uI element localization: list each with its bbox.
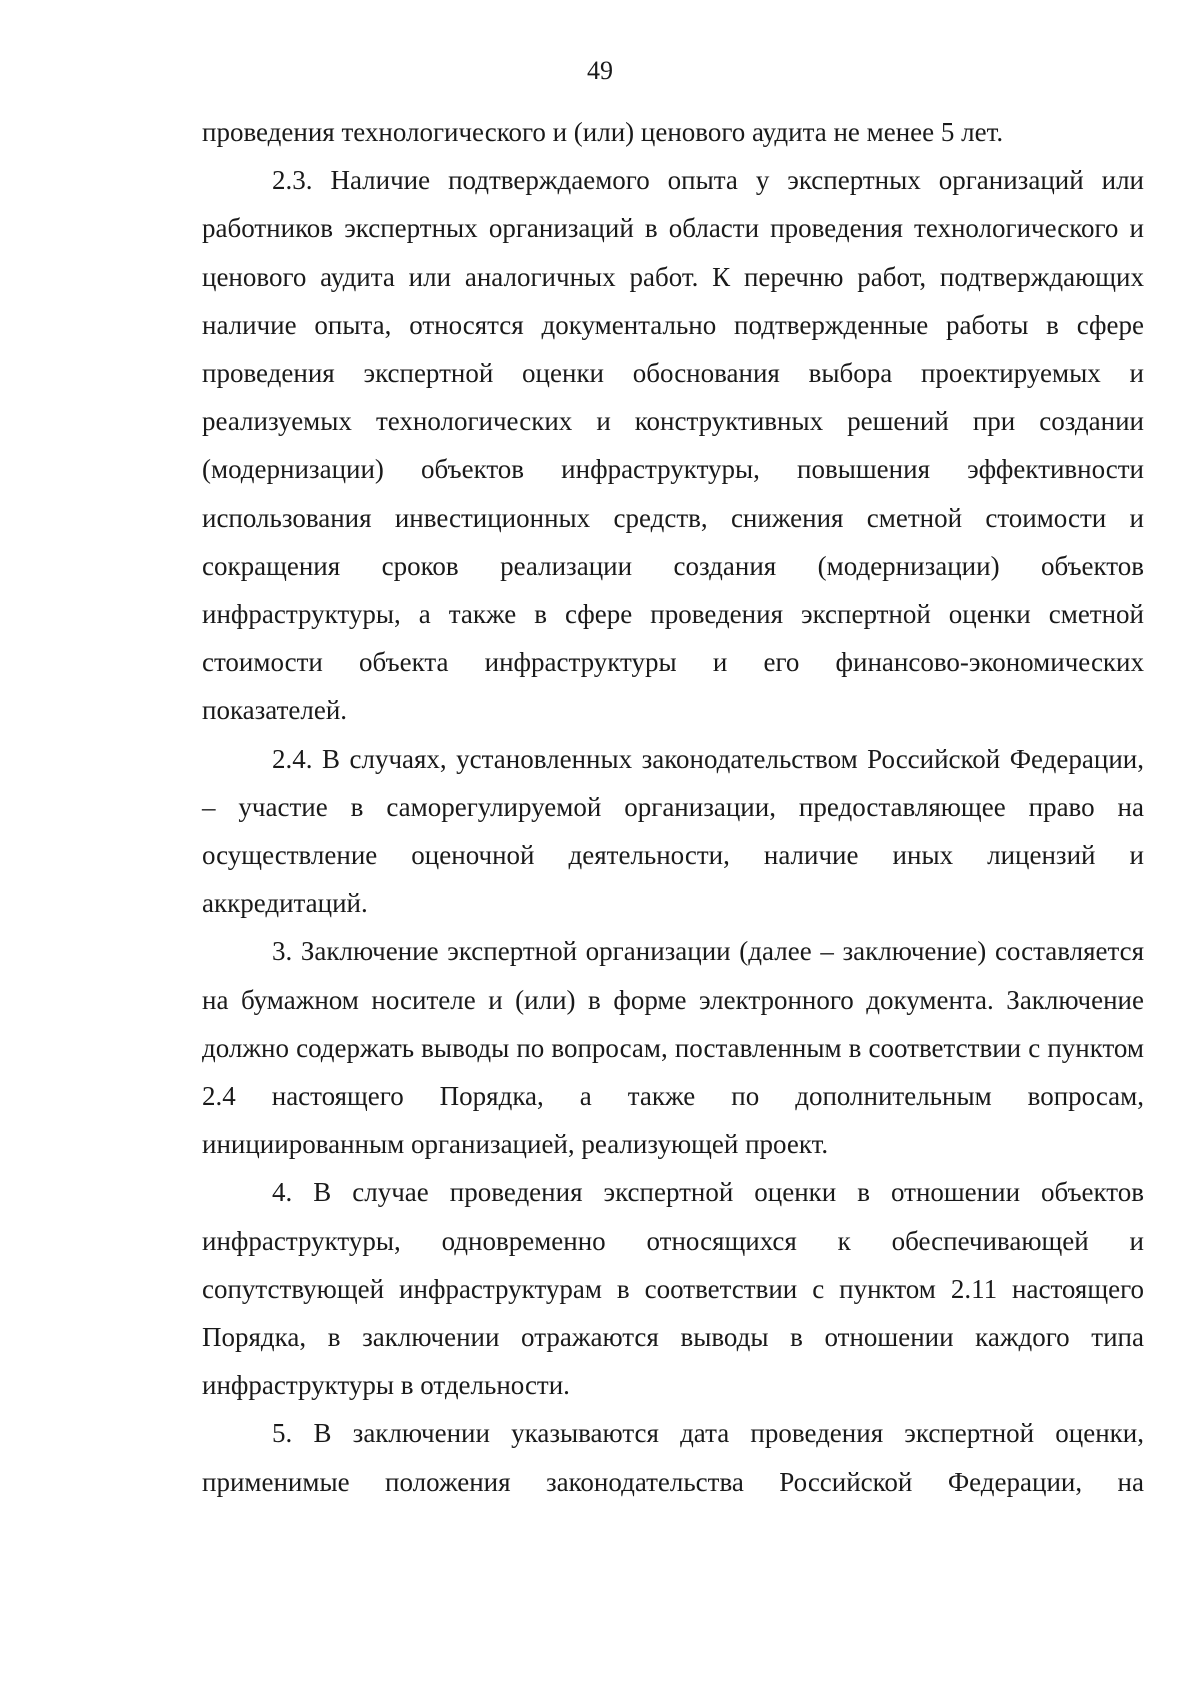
paragraph-2-4: 2.4. В случаях, установленных законодательством Российской Федерации, – участие в саморегулируемой организации, предоставляющее право на осуществление оценочной деятельности, наличие иных лицензий и аккредитаций.: [202, 743, 1144, 919]
paragraph-continuation: проведения технологического и (или) ценового аудита не менее 5 лет.: [202, 117, 1004, 147]
paragraph-3: 3. Заключение экспертной организации (далее – заключение) составляется на бумажном носителе и (или) в форме электронного документа. Заключение должно содержать выводы по вопросам, поставленным в соответствии с пунктом 2.4 настоящего Порядка, а также по дополнительным вопросам, инициированным организацией, реализующей проект.: [202, 936, 1144, 1160]
page-number: 49: [587, 56, 613, 85]
document-body: [202, 108, 1144, 1506]
paragraph-2-3: 2.3. Наличие подтверждаемого опыта у экспертных организаций или работников экспертных организаций в области проведения технологического и ценового аудита или аналогичных работ. К перечню работ, подтверждающих наличие опыта, относятся документально подтвержденные работы в сфере проведения экспертной оценки обоснования выбора проектируемых и реализуемых технологических и конструктивных решений при создании (модернизации) объектов инфраструктуры, повышения эффективности использования инвестиционных средств, снижения сметной стоимости и сокращения сроков реализации создания (модернизации) объектов инфраструктуры, а также в сфере проведения экспертной оценки сметной стоимости объекта инфраструктуры и его финансово-экономических показателей.: [202, 165, 1144, 726]
paragraph-4: 4. В случае проведения экспертной оценки в отношении объектов инфраструктуры, одновременно относящихся к обеспечивающей и сопутствующей инфраструктурам в соответствии с пунктом 2.11 настоящего Порядка, в заключении отражаются выводы в отношении каждого типа инфраструктуры в отдельности.: [202, 1177, 1144, 1401]
paragraph-5: 5. В заключении указываются дата проведения экспертной оценки, применимые положения законодательства Российской Федерации, на: [202, 1418, 1144, 1497]
